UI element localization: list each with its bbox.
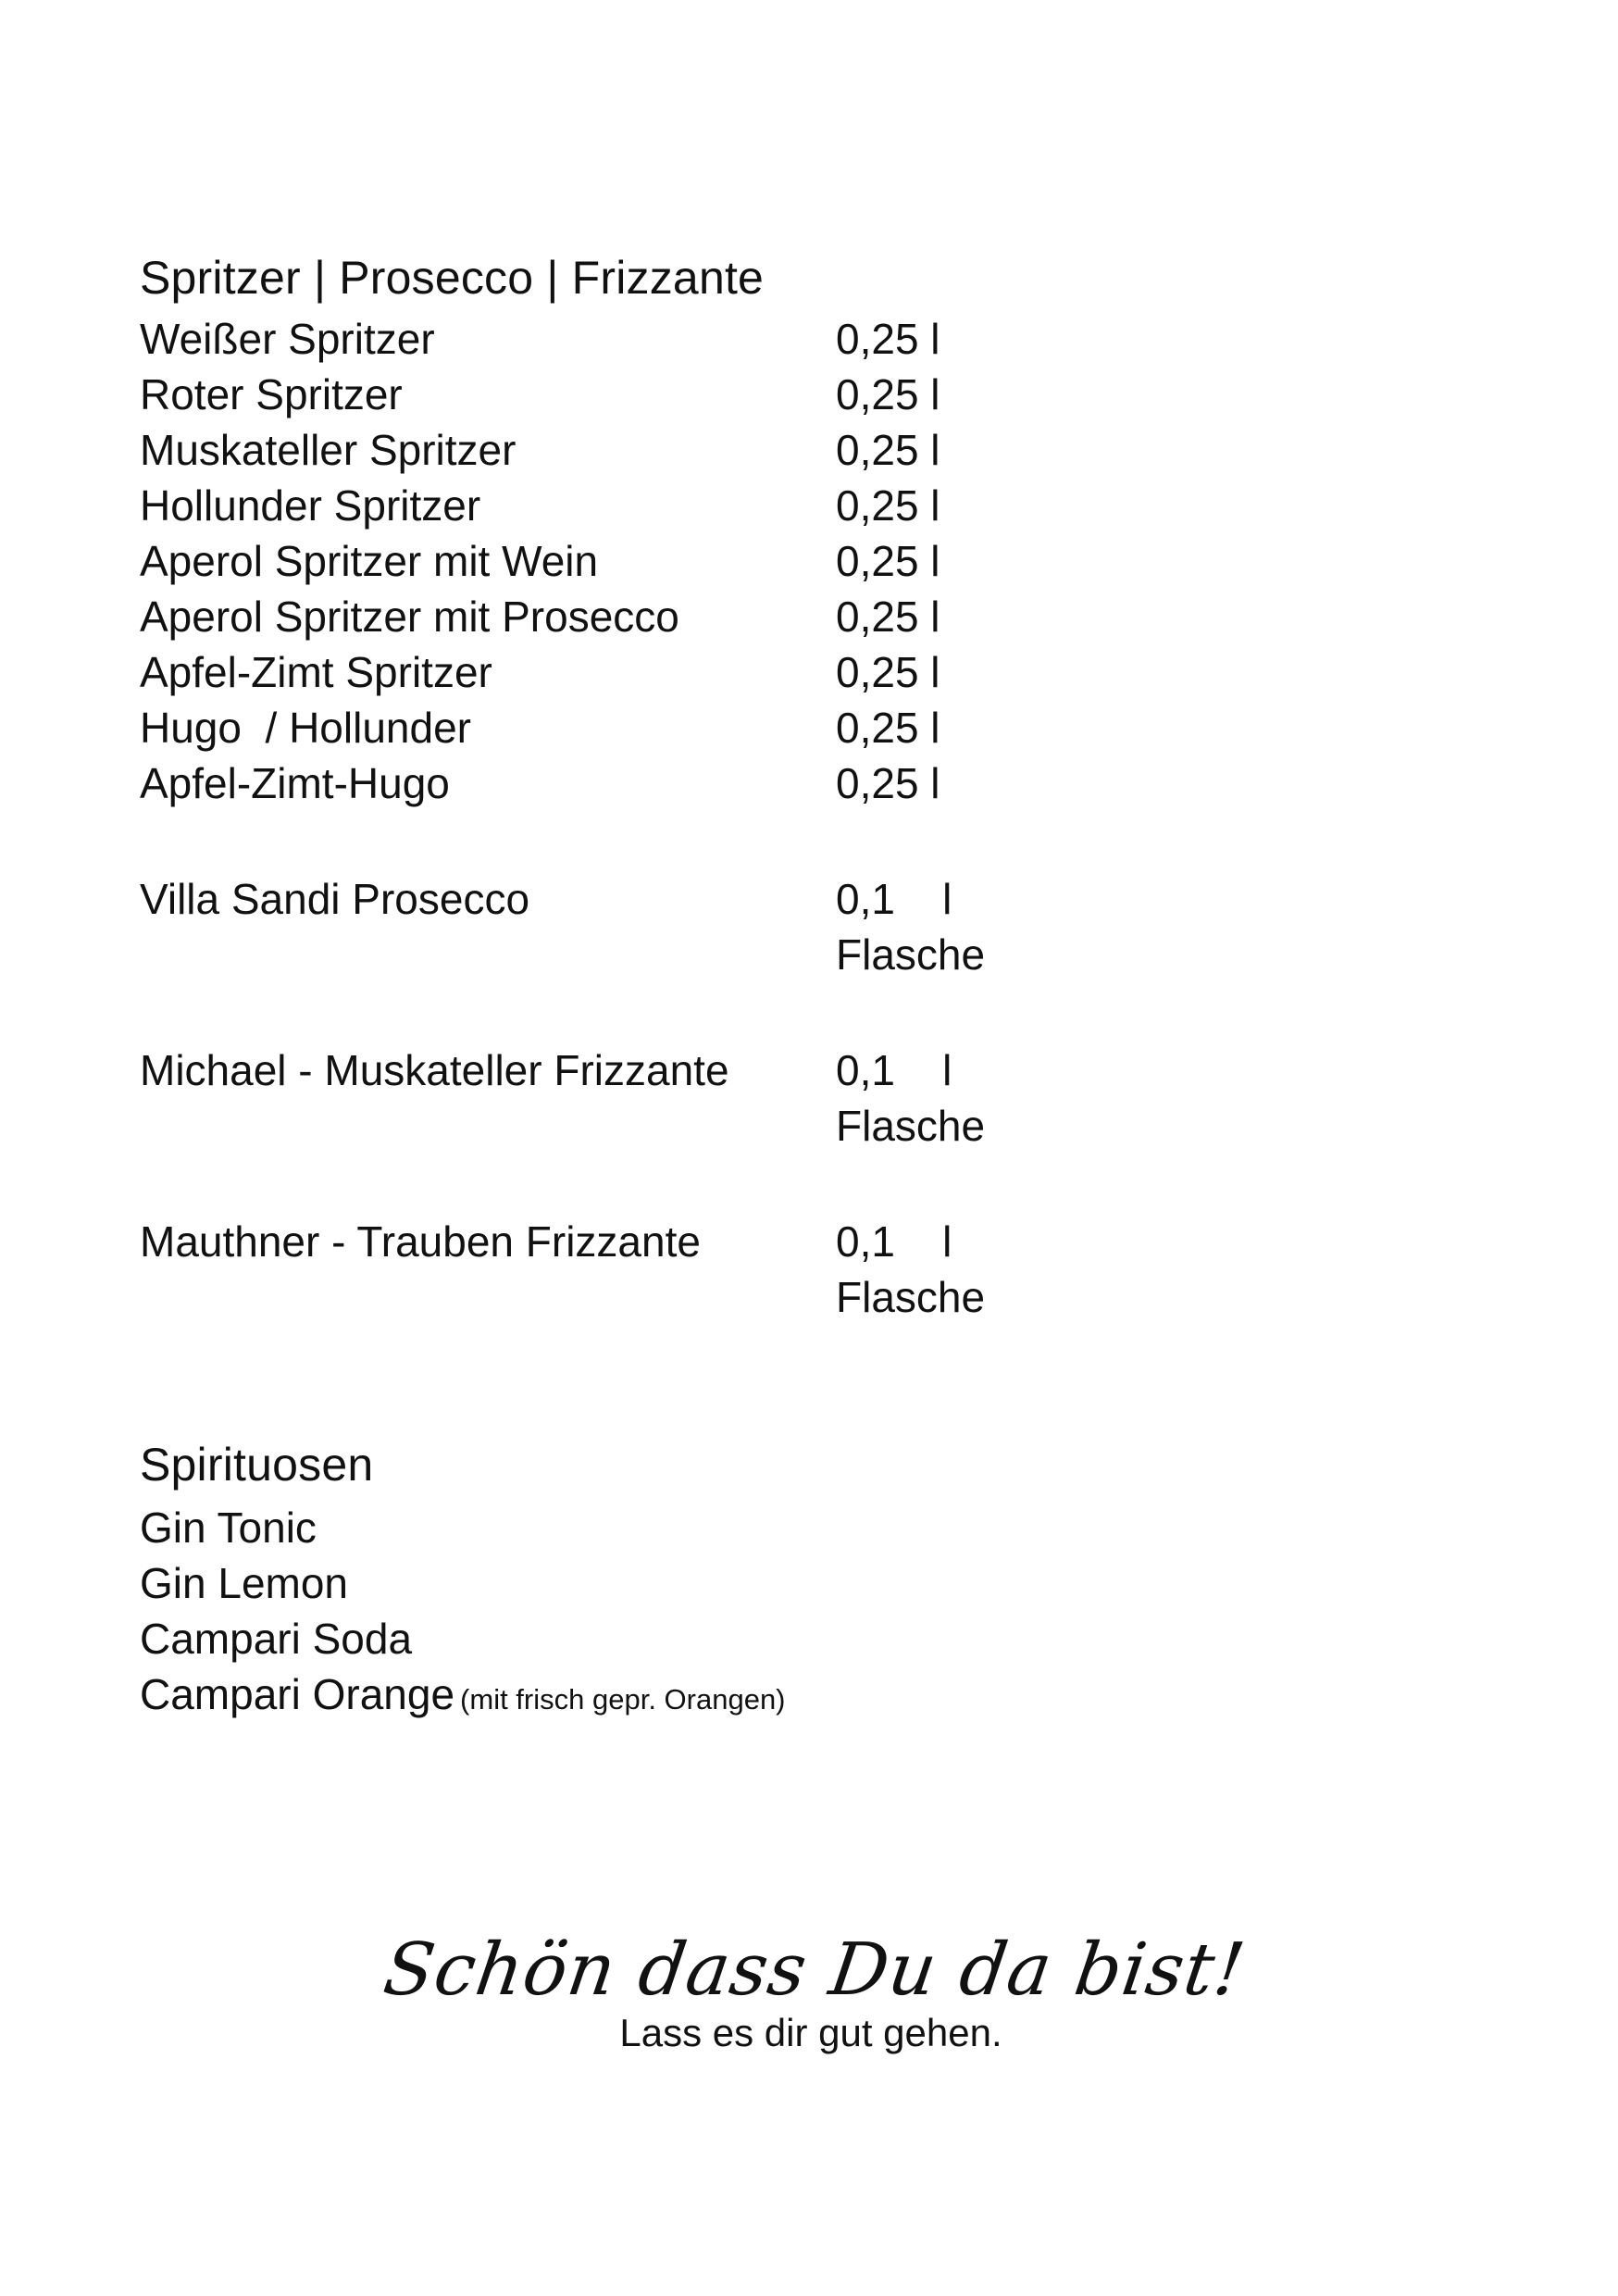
section-title-spirits: Spirituosen [140,1439,374,1491]
item-size: 0,25 l [836,481,940,530]
section-title-spritzer: Spritzer | Prosecco | Frizzante [140,252,765,304]
menu-item-bottle [140,871,1065,982]
menu-item [140,478,1065,533]
item-name: Hollunder Spritzer [140,481,481,530]
item-size: 0,1 l [836,875,952,923]
item-name: Michael - Muskateller Frizzante [140,1046,729,1094]
item-size: 0,25 l [836,593,940,641]
item-name: Apfel-Zimt-Hugo [140,759,450,807]
menu-item [140,1611,1065,1666]
menu-item [140,1666,1065,1722]
item-name: Hugo / Hollunder [140,704,471,752]
item-size: 0,25 l [836,759,940,807]
item-bottle-label: Flasche [836,1102,986,1150]
menu-item-bottle [140,1214,1065,1325]
footer-signature: Schön dass Du da bist! [379,1928,1251,2012]
item-name: Campari Orange [140,1670,455,1718]
menu-item [140,422,1065,478]
menu-item [140,311,1065,367]
menu-item-bottle [140,1042,1065,1154]
item-size: 0,25 l [836,370,940,418]
item-name: Villa Sandi Prosecco [140,875,530,923]
item-name: Gin Lemon [140,1559,349,1607]
item-bottle-label: Flasche [836,930,986,979]
item-name: Aperol Spritzer mit Wein [140,537,599,585]
menu-item [140,1555,1065,1611]
item-name: Weißer Spritzer [140,315,435,363]
item-size: 0,25 l [836,648,940,696]
item-size: 0,25 l [836,426,940,474]
item-size: 0,25 l [836,704,940,752]
menu-item [140,700,1065,755]
menu-item [140,644,1065,700]
footer-subline: Lass es dir gut gehen. [619,2011,1002,2054]
menu-item [140,755,1065,811]
menu-item [140,589,1065,644]
item-size: 0,25 l [836,537,940,585]
item-size: 0,1 l [836,1046,952,1094]
item-size: 0,25 l [836,315,940,363]
item-note: (mit frisch gepr. Orangen) [460,1683,786,1716]
menu-item [140,367,1065,422]
item-name: Apfel-Zimt Spritzer [140,648,492,696]
item-name: Roter Spritzer [140,370,403,418]
item-size: 0,1 l [836,1217,952,1266]
item-name: Aperol Spritzer mit Prosecco [140,593,679,641]
menu-item [140,533,1065,589]
item-name: Campari Soda [140,1615,413,1663]
item-bottle-label: Flasche [836,1273,986,1321]
item-name: Mauthner - Trauben Frizzante [140,1217,701,1266]
item-name: Gin Tonic [140,1504,317,1552]
item-name-with-note [140,1666,786,1728]
menu-item [140,1500,1065,1555]
item-name: Muskateller Spritzer [140,426,517,474]
